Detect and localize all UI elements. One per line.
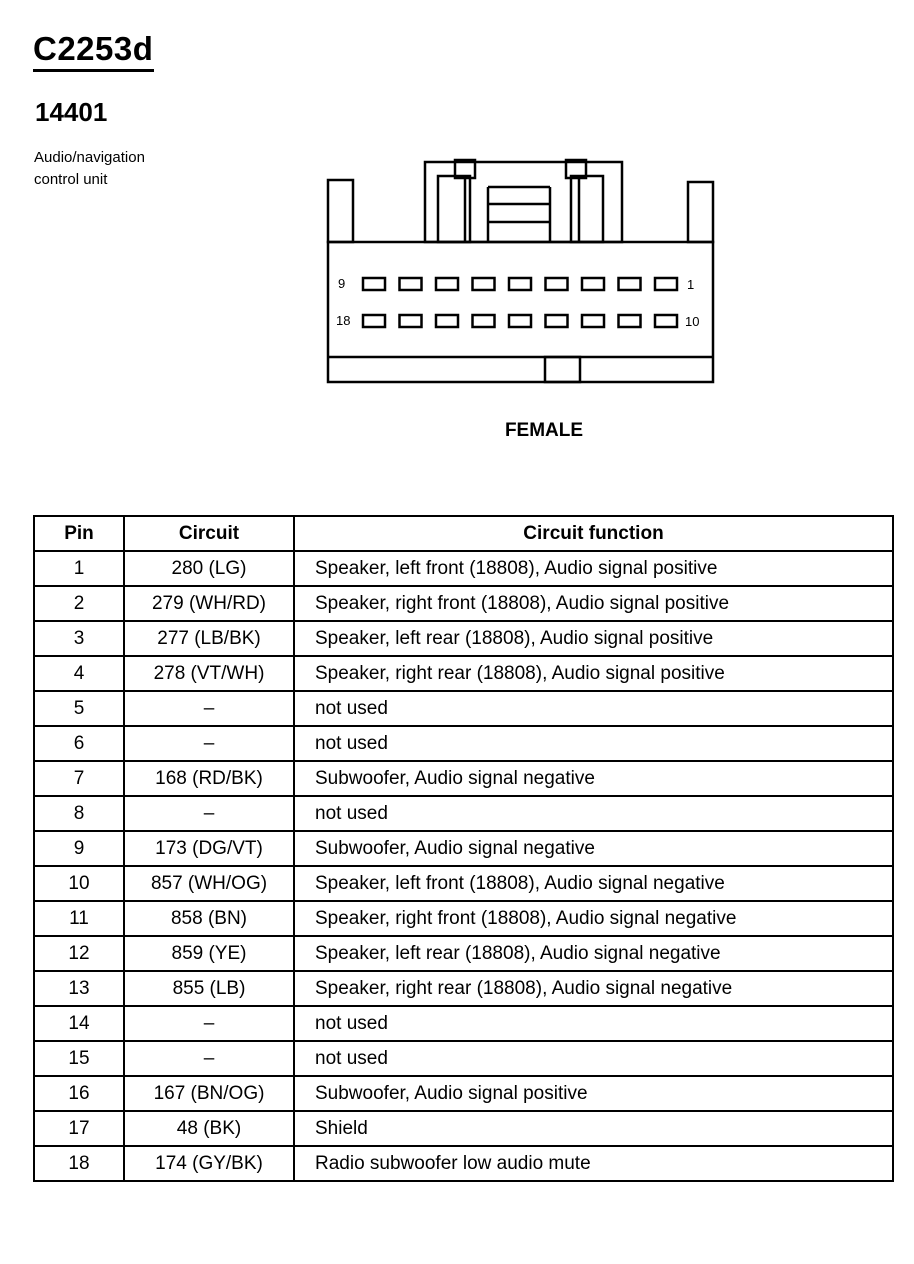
circuit-cell: 279 (WH/RD) [124,586,294,621]
pin-cavity [436,278,458,290]
circuit-function-cell: Speaker, left front (18808), Audio signal negative [294,866,893,901]
pin-cavity [582,278,604,290]
circuit-function-cell: Speaker, right rear (18808), Audio signal negative [294,971,893,1006]
circuit-cell: – [124,691,294,726]
pin-cell: 3 [34,621,124,656]
pin-cell: 12 [34,936,124,971]
table-row [34,1006,893,1041]
circuit-cell: – [124,1041,294,1076]
table-row [34,936,893,971]
circuit-function-cell: Subwoofer, Audio signal positive [294,1076,893,1111]
part-number: 14401 [35,97,108,127]
component-description-line1: Audio/navigation [34,149,145,166]
header-circuit: Circuit [124,516,294,551]
pin-cavity [546,278,568,290]
pin-cell: 11 [34,901,124,936]
table-row [34,1111,893,1146]
component-description [34,147,234,191]
circuit-function-cell: Subwoofer, Audio signal negative [294,761,893,796]
pin-cavity [509,278,531,290]
table-row [34,761,893,796]
pin-cavity [582,315,604,327]
circuit-function-cell: Shield [294,1111,893,1146]
table-row [34,726,893,761]
circuit-function-cell: Subwoofer, Audio signal negative [294,831,893,866]
pin-cavity [400,315,422,327]
pin-cavity [363,278,385,290]
circuit-function-cell: Speaker, right front (18808), Audio signal positive [294,586,893,621]
circuit-function-cell: not used [294,1006,893,1041]
circuit-cell: 858 (BN) [124,901,294,936]
circuit-function-cell: not used [294,1041,893,1076]
pin-cell: 16 [34,1076,124,1111]
pin-cavity [546,315,568,327]
circuit-function-cell: Radio subwoofer low audio mute [294,1146,893,1181]
table-row [34,971,893,1006]
table-row [34,1076,893,1111]
circuit-function-cell: Speaker, left rear (18808), Audio signal negative [294,936,893,971]
circuit-function-cell: Speaker, left front (18808), Audio signal positive [294,551,893,586]
pin-cavity [436,315,458,327]
pin-cavity [363,315,385,327]
table-row [34,901,893,936]
pin-cell: 1 [34,551,124,586]
pin-cavity [509,315,531,327]
circuit-cell: 174 (GY/BK) [124,1146,294,1181]
table-row [34,1146,893,1181]
right-latch [688,182,713,242]
table-header-row [34,516,893,551]
connector-id-underline [33,69,154,72]
table-row [34,621,893,656]
center-lock-tab [425,160,622,242]
circuit-function-cell: not used [294,796,893,831]
table-row [34,866,893,901]
table-row [34,691,893,726]
circuit-cell: 857 (WH/OG) [124,866,294,901]
connector-id: C2253d [33,30,154,67]
top-row-left-label: 9 [338,276,346,291]
component-description-line2: control unit [34,171,108,188]
circuit-cell: 280 (LG) [124,551,294,586]
circuit-cell: 277 (LB/BK) [124,621,294,656]
pin-cell: 9 [34,831,124,866]
pin-cell: 6 [34,726,124,761]
pin-cell: 2 [34,586,124,621]
pin-cell: 4 [34,656,124,691]
pin-cavity [619,315,641,327]
header-pin: Pin [34,516,124,551]
table-row [34,656,893,691]
bottom-row-left-label: 18 [336,313,351,328]
circuit-cell: – [124,796,294,831]
circuit-function-cell: not used [294,726,893,761]
connector-gender-label: FEMALE [504,420,584,441]
pinout-table [33,515,894,1182]
table-row [34,831,893,866]
circuit-cell: – [124,726,294,761]
pin-cell: 18 [34,1146,124,1181]
table-row [34,551,893,586]
bottom-key [545,357,580,382]
pin-cell: 15 [34,1041,124,1076]
table-row [34,796,893,831]
circuit-cell: 48 (BK) [124,1111,294,1146]
pin-cell: 17 [34,1111,124,1146]
circuit-function-cell: not used [294,691,893,726]
table-row [34,1041,893,1076]
circuit-function-cell: Speaker, right rear (18808), Audio signal positive [294,656,893,691]
bottom-row-right-label: 10 [685,314,700,329]
circuit-function-cell: Speaker, left rear (18808), Audio signal positive [294,621,893,656]
pin-cavity [473,278,495,290]
circuit-cell: 173 (DG/VT) [124,831,294,866]
left-latch [328,180,353,242]
circuit-function-cell: Speaker, right front (18808), Audio signal negative [294,901,893,936]
circuit-cell: 278 (VT/WH) [124,656,294,691]
pin-cavity [655,315,677,327]
header-circuit-function: Circuit function [294,516,893,551]
top-row-right-label: 1 [687,277,695,292]
circuit-cell: – [124,1006,294,1041]
circuit-cell: 859 (YE) [124,936,294,971]
pin-cavity [400,278,422,290]
pin-cell: 8 [34,796,124,831]
pin-cell: 7 [34,761,124,796]
connector-face-diagram [320,152,720,387]
pin-cell: 5 [34,691,124,726]
circuit-cell: 855 (LB) [124,971,294,1006]
pin-cavity [619,278,641,290]
connector-housing [328,242,713,382]
table-row [34,586,893,621]
pin-cavity [473,315,495,327]
pin-cavity [655,278,677,290]
circuit-cell: 167 (BN/OG) [124,1076,294,1111]
pin-cell: 13 [34,971,124,1006]
pin-cell: 10 [34,866,124,901]
circuit-cell: 168 (RD/BK) [124,761,294,796]
pin-cell: 14 [34,1006,124,1041]
